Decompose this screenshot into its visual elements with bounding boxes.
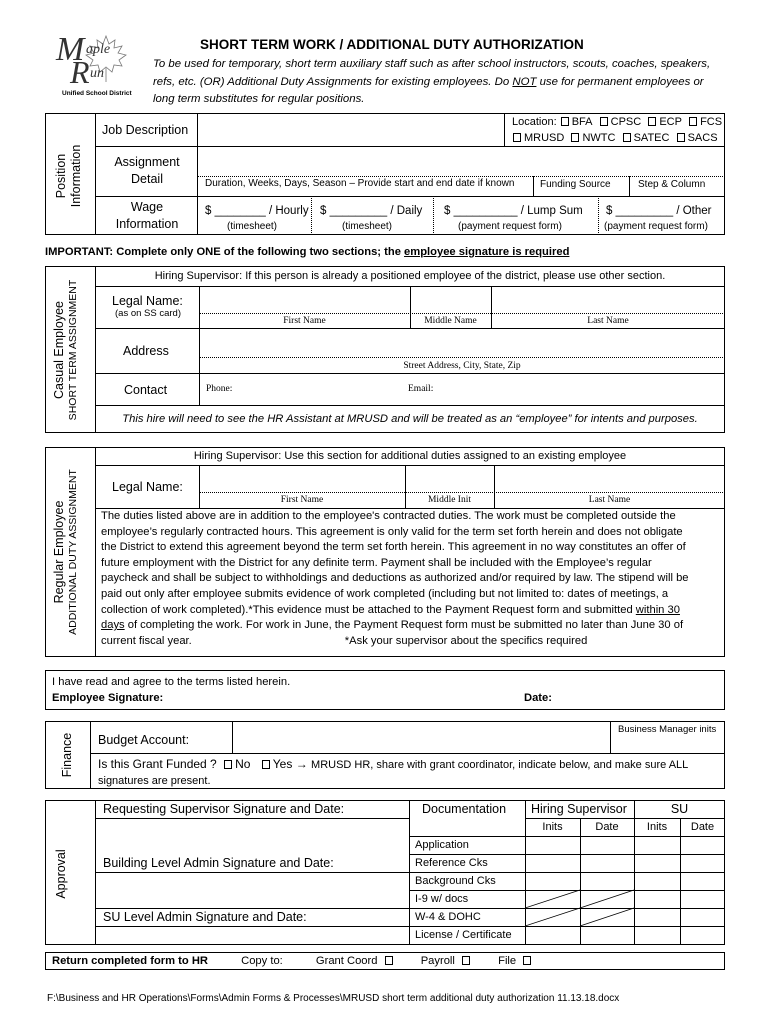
regular-terms-line-5: paycheck and shall be subject to withholdings and deductions as authorized and/or required by law. The stipend will be	[101, 572, 689, 585]
logo-letter-r: R	[70, 54, 90, 90]
document-path: F:\Business and HR Operations\Forms\Admin Forms & Processes\MRUSD short term additional duty authorization 11.13.18.docx	[47, 993, 620, 1004]
grant-instruction-2: signatures are present.	[98, 775, 211, 787]
copy-grant-coord-label: Grant Coord	[315, 955, 378, 967]
duration-hint: Duration, Weeks, Days, Season – Provide start and end date if known	[205, 178, 515, 189]
employee-signature-field[interactable]	[165, 688, 515, 708]
regular-first-name-caption: First Name	[280, 495, 324, 505]
regular-terms-line-9a: current fiscal year.	[101, 634, 192, 647]
regular-terms-paragraph	[101, 509, 723, 649]
casual-as-on-ss: (as on SS card)	[115, 308, 181, 319]
requesting-supervisor-label: Requesting Supervisor Signature and Date:	[103, 802, 345, 816]
casual-side-2: SHORT TERM ASSIGNMENT	[67, 279, 79, 421]
return-to-hr: Return completed form to HR	[52, 955, 209, 967]
regular-middle-init-field[interactable]	[406, 466, 494, 491]
documentation-header: Documentation	[422, 802, 507, 816]
regular-terms-line-8b: of completing the work. For work in June, the Payment Request form must be submitted no later than June 30 of	[124, 619, 684, 632]
regular-terms-line-6: paid out only after employee submits evidence of work completed (including but not limited to: dates of meetings, a	[101, 587, 669, 600]
budget-account-field[interactable]	[233, 722, 609, 753]
casual-email-field[interactable]	[440, 378, 720, 400]
casual-last-name-field[interactable]	[492, 287, 725, 312]
hiring-inits-header: Inits	[542, 821, 563, 833]
casual-legal-name-label: Legal Name:	[112, 294, 183, 308]
intro-line-2a: refs, etc. (OR) Additional Duty Assignments for existing employees. Do	[153, 76, 513, 88]
arrow-right-icon: →	[295, 757, 308, 771]
position-side-2: Information	[69, 144, 83, 208]
wage-other-sub: (payment request form)	[604, 221, 708, 232]
doc-background-checks: Background Cks	[415, 875, 496, 887]
copy-file-label: File	[498, 955, 517, 967]
location-label: Location:	[512, 116, 557, 128]
location-checkbox-mrusd[interactable]	[513, 133, 521, 142]
copy-file-checkbox[interactable]	[523, 956, 531, 965]
location-checkbox-nwtc[interactable]	[571, 133, 579, 142]
grant-funded-row	[98, 758, 688, 772]
location-checkbox-bfa[interactable]	[561, 117, 569, 126]
building-admin-signature-field[interactable]	[96, 873, 409, 907]
casual-middle-name-caption: Middle Name	[424, 316, 477, 326]
regular-terms-within-30: within 30	[635, 603, 680, 616]
casual-first-name-caption: First Name	[283, 316, 326, 326]
location-mrusd: MRUSD	[524, 132, 565, 144]
copy-payroll-checkbox[interactable]	[462, 956, 470, 965]
assignment-detail-1: Assignment	[114, 155, 180, 169]
doc-w4: W-4 & DOHC	[415, 911, 481, 923]
position-side-label	[54, 126, 86, 226]
intro-line-2	[153, 76, 704, 89]
casual-address-label: Address	[123, 344, 169, 358]
logo-subtitle: Unified School District	[62, 90, 132, 97]
regular-terms-line-7	[101, 603, 723, 619]
grant-yes-checkbox[interactable]	[262, 760, 270, 769]
casual-address-field[interactable]	[200, 329, 725, 356]
wage-information-label	[97, 199, 197, 233]
important-text: IMPORTANT: Complete only ONE of the following two sections; the	[45, 246, 405, 258]
regular-terms-line-9	[101, 634, 723, 650]
regular-legal-name-label: Legal Name:	[112, 480, 183, 494]
su-header: SU	[670, 802, 689, 816]
copy-payroll-label: Payroll	[420, 955, 455, 967]
casual-contact-label: Contact	[124, 383, 168, 397]
employee-signature-label: Employee Signature:	[52, 692, 164, 704]
regular-terms-days: days	[101, 619, 125, 632]
position-side-1: Position	[54, 153, 68, 199]
location-checkbox-sacs[interactable]	[677, 133, 685, 142]
employee-signature-date-label: Date:	[524, 692, 552, 704]
wage-lump-sub: (payment request form)	[458, 221, 562, 232]
casual-side-1: Casual Employee	[52, 301, 66, 399]
su-date-header: Date	[690, 821, 715, 833]
regular-terms-line-7a: collection of work completed).*This evidence must be attached to the Payment Request form and submitted	[101, 603, 636, 616]
casual-note: This hire will need to see the HR Assistant at MRUSD and will be treated as an “employee” for intents and purposes.	[122, 413, 698, 425]
wage-2: Information	[115, 217, 179, 231]
doc-license: License / Certificate	[415, 929, 512, 941]
copy-grant-coord-checkbox[interactable]	[385, 956, 393, 965]
regular-terms-line-1: The duties listed above are in addition to the employee's contracted duties. The work must be completed outside the	[101, 510, 676, 522]
regular-middle-init-caption: Middle Init	[427, 495, 471, 505]
su-admin-signature-field[interactable]	[96, 927, 409, 945]
regular-terms-line-3: the District to extend this agreement beyond the term set forth herein. This agreement in no way constitutes an offer of	[101, 541, 686, 554]
regular-terms-line-8	[101, 618, 723, 634]
funding-source-label: Funding Source	[540, 179, 611, 190]
job-description-field[interactable]	[198, 114, 503, 146]
hiring-supervisor-header: Hiring Supervisor	[531, 802, 627, 816]
wage-hourly[interactable]: $ ________ / Hourly	[205, 205, 309, 217]
location-cpsc: CPSC	[610, 116, 642, 128]
regular-last-name-caption: Last Name	[588, 495, 631, 505]
employee-signature-date-field[interactable]	[558, 688, 718, 708]
step-column-label: Step & Column	[638, 179, 706, 190]
location-ecp: ECP	[659, 116, 682, 128]
intro-line-1: To be used for temporary, short term auxiliary staff such as after school instructors, scouts, coaches, speakers,	[153, 58, 711, 70]
copy-to-label: Copy to:	[241, 955, 283, 967]
regular-terms-ask-supervisor: *Ask your supervisor about the specifics required	[344, 634, 588, 647]
wage-daily[interactable]: $ _________ / Daily	[320, 205, 423, 217]
wage-lump[interactable]: $ __________ / Lump Sum	[444, 205, 583, 217]
doc-application: Application	[415, 839, 469, 851]
location-satec: SATEC	[633, 132, 670, 144]
regular-side-label	[52, 462, 88, 642]
logo-letter-m: M	[56, 31, 85, 68]
regular-last-name-field[interactable]	[495, 466, 725, 491]
building-admin-label: Building Level Admin Signature and Date:	[103, 856, 334, 870]
wage-daily-sub: (timesheet)	[342, 221, 393, 232]
form-title: SHORT TERM WORK / ADDITIONAL DUTY AUTHORIZATION	[200, 37, 584, 52]
regular-terms-line-2: employee’s regularly contracted hours. This agreement is only valid for the term set forth herein and does not obligate	[101, 525, 683, 538]
approval-side-label: Approval	[54, 849, 68, 899]
wage-other[interactable]: $ _________ / Other	[606, 205, 712, 217]
location-bfa: BFA	[571, 116, 593, 128]
important-underlined: employee signature is required	[404, 246, 570, 258]
wage-1: Wage	[130, 200, 164, 214]
casual-phone-field[interactable]	[240, 378, 400, 400]
casual-first-name-field[interactable]	[200, 287, 410, 312]
casual-header: Hiring Supervisor: If this person is already a positioned employee of the district, please use other section.	[154, 270, 666, 282]
hiring-date-header: Date	[595, 821, 619, 833]
logo-top: aple	[86, 42, 111, 57]
su-inits-header: Inits	[646, 821, 668, 833]
location-checkbox-ecp[interactable]	[648, 117, 656, 126]
casual-address-hint: Street Address, City, State, Zip	[403, 361, 521, 371]
grant-yes-label: Yes	[272, 757, 293, 771]
location-fcs: FCS	[700, 116, 723, 128]
grant-instruction: MRUSD HR, share with grant coordinator, indicate below, and make sure ALL	[311, 759, 689, 771]
wage-hourly-sub: (timesheet)	[227, 221, 278, 232]
job-description-label: Job Description	[102, 123, 189, 137]
district-logo	[48, 30, 148, 102]
doc-reference-checks: Reference Cks	[415, 857, 488, 869]
location-nwtc: NWTC	[582, 132, 616, 144]
casual-side-label	[52, 275, 88, 425]
return-row-content	[52, 955, 534, 968]
grant-funded-question: Is this Grant Funded ?	[98, 757, 217, 771]
assignment-detail-2: Detail	[131, 172, 163, 186]
regular-header: Hiring Supervisor: Use this section for additional duties assigned to an existing employee	[193, 450, 627, 462]
grant-no-checkbox[interactable]	[224, 760, 232, 769]
budget-account-label: Budget Account:	[98, 733, 190, 747]
location-checkbox-fcs[interactable]	[689, 117, 697, 126]
important-note	[45, 246, 569, 259]
regular-side-2: ADDITIONAL DUTY ASSIGNMENT	[67, 469, 79, 635]
regular-first-name-field[interactable]	[200, 466, 405, 491]
location-row-2	[512, 132, 718, 145]
logo-bottom: un	[90, 66, 104, 81]
regular-terms-line-4: future employment with the District for any definite term. Payment shall be included with the Employee’s regular	[101, 556, 652, 569]
location-checkbox-cpsc[interactable]	[600, 117, 608, 126]
business-manager-inits-label: Business Manager inits	[618, 724, 717, 735]
location-sacs: SACS	[687, 132, 718, 144]
casual-last-name-caption: Last Name	[587, 316, 629, 326]
regular-side-1: Regular Employee	[52, 500, 66, 604]
finance-side-label: Finance	[60, 732, 74, 778]
assignment-detail-field[interactable]	[198, 147, 725, 175]
doc-i9: I-9 w/ docs	[415, 893, 469, 905]
assignment-detail-label	[97, 154, 197, 188]
grant-no-label: No	[235, 757, 251, 771]
casual-middle-name-field[interactable]	[411, 287, 491, 312]
location-checkbox-satec[interactable]	[623, 133, 631, 142]
location-row-1	[512, 116, 722, 129]
su-admin-label: SU Level Admin Signature and Date:	[103, 910, 307, 924]
intro-not: NOT	[512, 76, 537, 88]
casual-email-label: Email:	[408, 384, 434, 394]
intro-line-3: long term substitutes for regular positions.	[153, 93, 365, 105]
agree-text: I have read and agree to the terms listed herein.	[52, 676, 291, 688]
intro-line-2c: use for permanent employees or	[536, 76, 704, 88]
casual-phone-label: Phone:	[206, 384, 233, 394]
